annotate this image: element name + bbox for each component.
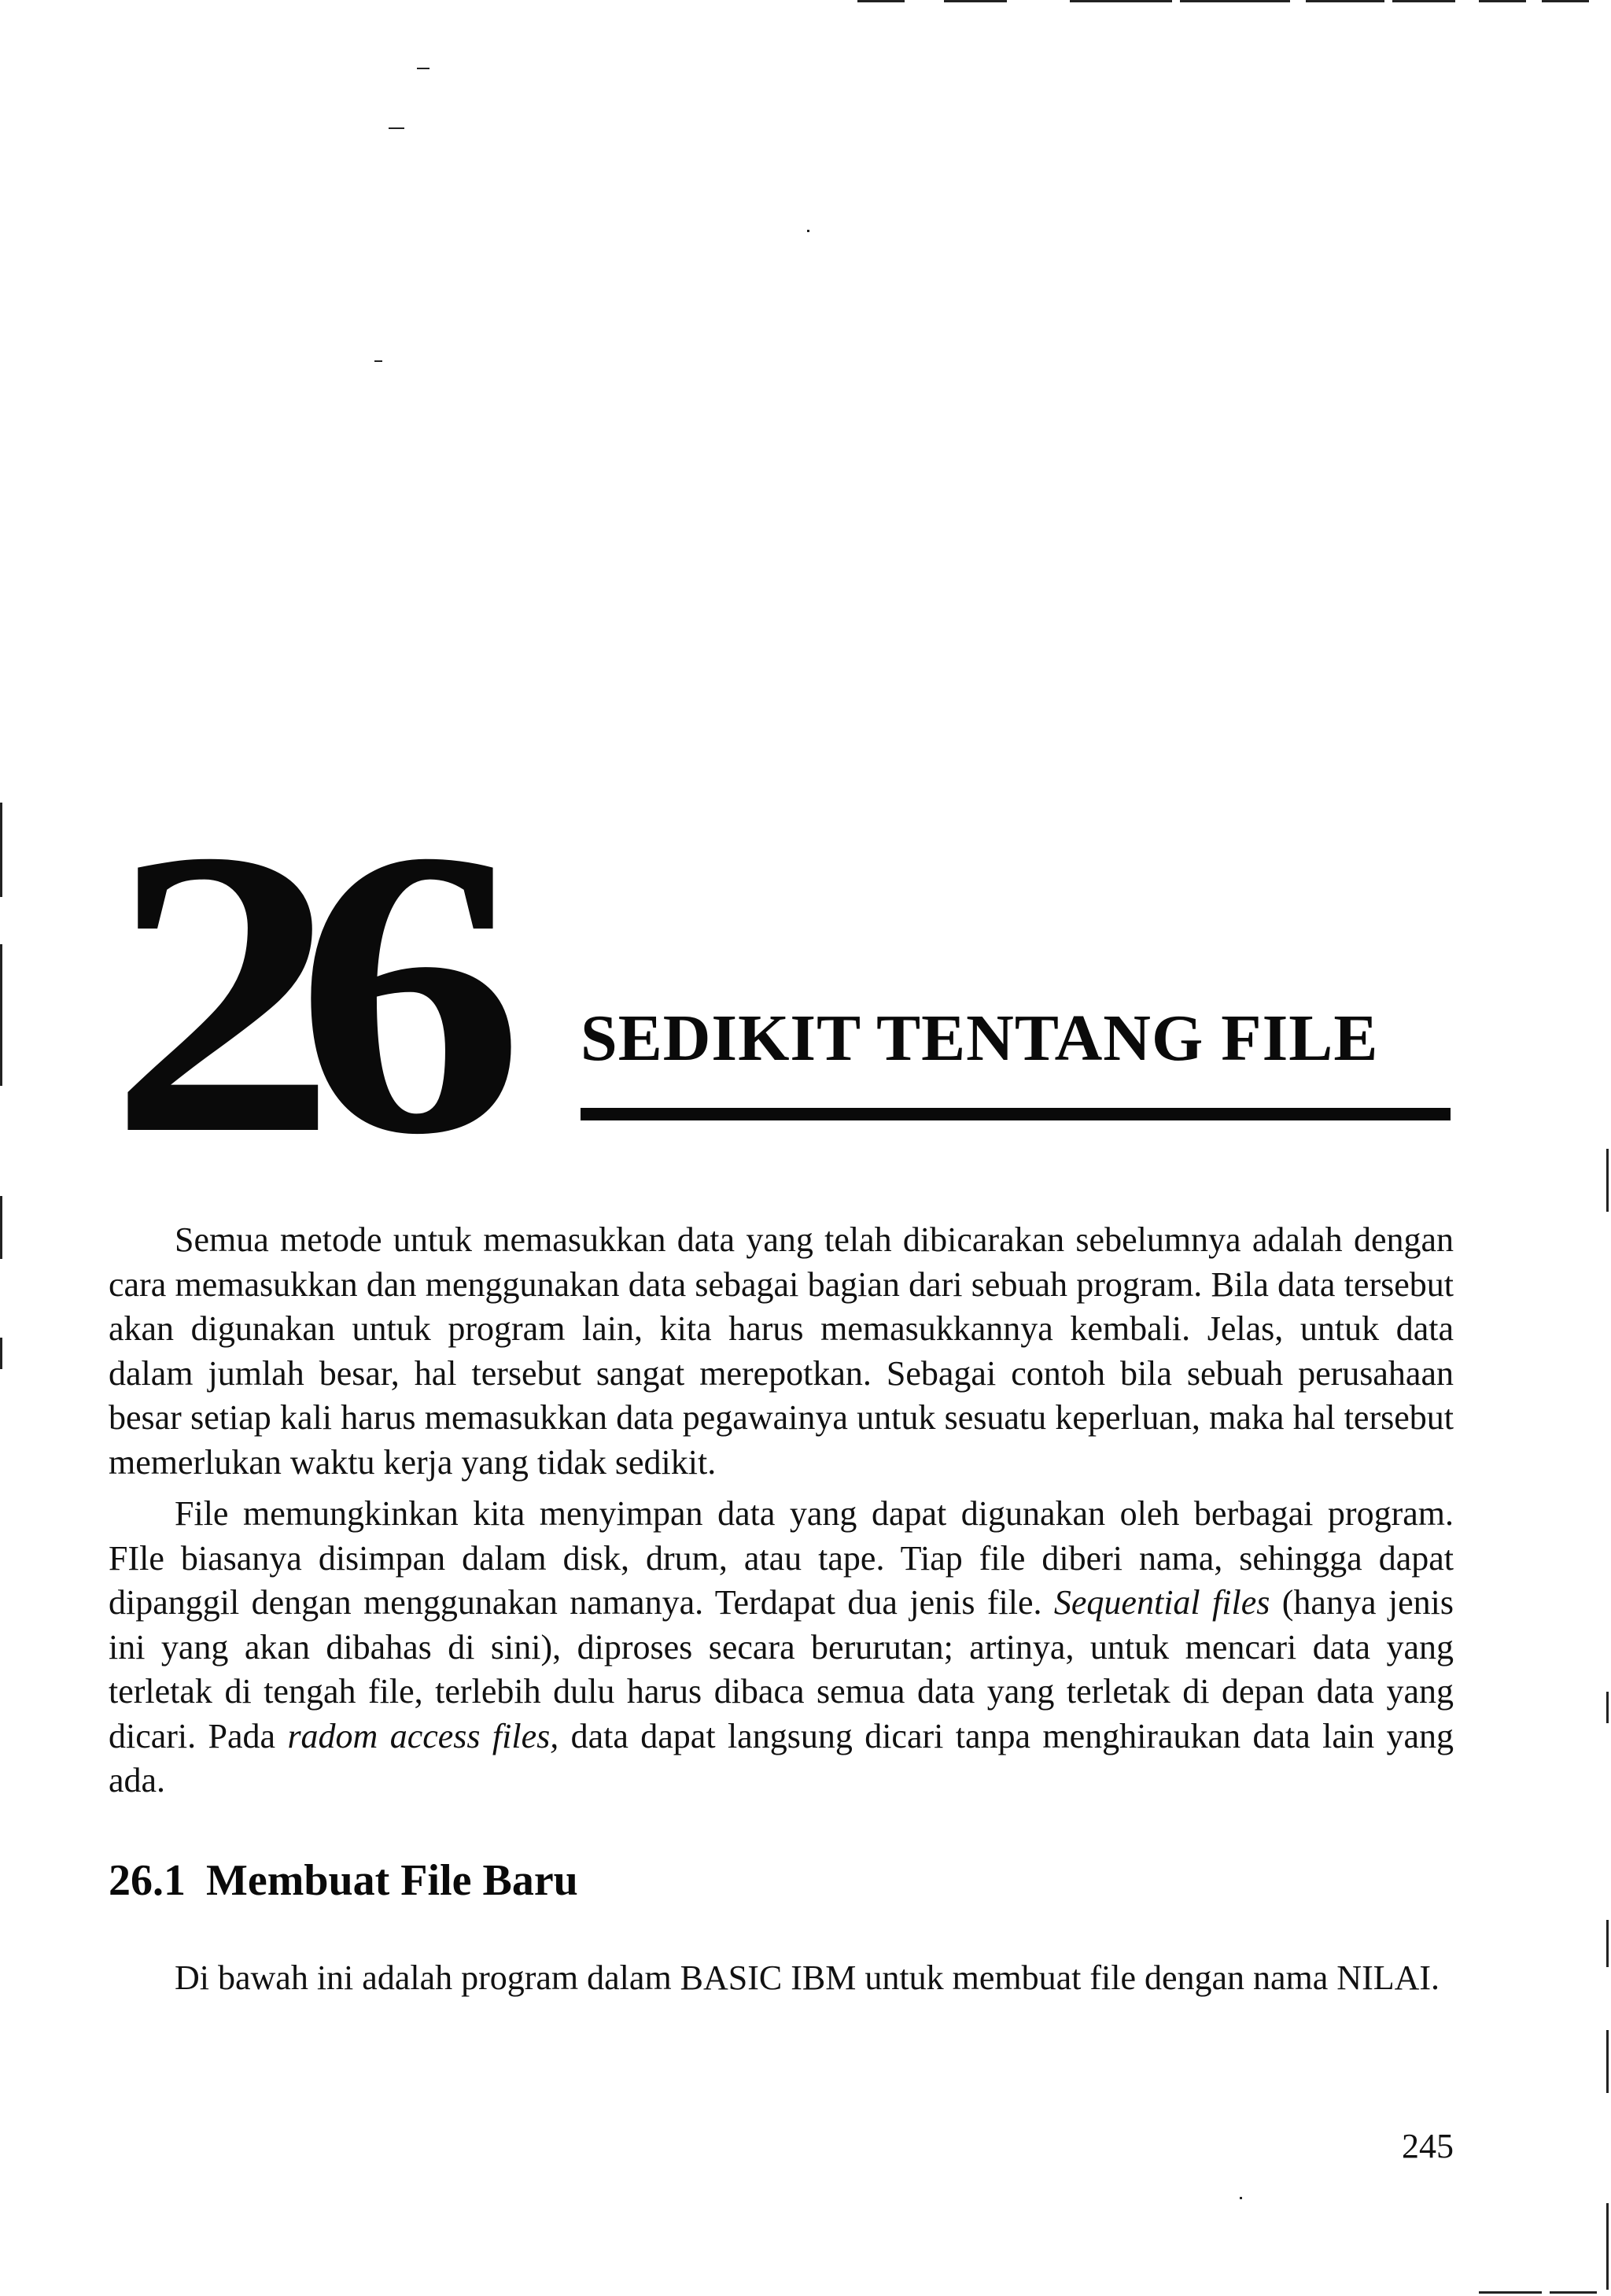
sequential-files-term: Sequential files <box>1053 1583 1270 1622</box>
scan-artifact <box>0 944 2 1086</box>
scan-artifact <box>1479 0 1526 2</box>
chapter-number: 26 <box>109 766 482 1219</box>
title-underline <box>581 1108 1451 1120</box>
scan-artifact <box>1070 0 1172 2</box>
scan-artifact <box>807 230 809 232</box>
section-heading <box>109 1856 578 1905</box>
paragraph-2 <box>109 1492 1454 1803</box>
scan-artifact <box>0 1196 2 1259</box>
section-number: 26.1 <box>109 1856 186 1905</box>
scan-artifact <box>374 360 382 362</box>
scan-artifact <box>857 0 905 2</box>
scan-artifact <box>0 1338 2 1369</box>
scan-artifact <box>1479 2291 1542 2294</box>
random-access-files-term: radom access files, <box>287 1716 559 1755</box>
scan-artifact <box>1606 1920 1609 1967</box>
paragraph-2-text <box>109 1492 1454 1803</box>
paragraph-2-part1: File memungkinkan kita menyimpan data yang dapat digunakan oleh berbagai program. FIle biasanya disimpan dalam disk, drum, atau tape. Tiap file diberi nama, sehingga dapat dipanggil dengan menggunakan namanya. Terdapat dua jenis file. <box>109 1494 1454 1622</box>
scan-artifact <box>944 0 1007 2</box>
scan-artifact <box>1606 1149 1609 1212</box>
paragraph-1-text: Semua metode untuk memasukkan data yang telah dibicarakan sebelumnya adalah dengan cara memasukkan dan menggunakan data sebagai bagian dari sebuah program. Bila data tersebut akan digunakan untuk program lain, kita harus memasukkannya kembali. Jelas, untuk data dalam jumlah besar, hal tersebut sangat merepotkan. Sebagai contoh bila sebuah perusahaan besar setiap kali harus memasukkan data pegawainya untuk sesuatu keperluan, maka hal tersebut memerlukan waktu kerja yang tidak sedikit. <box>109 1220 1454 1482</box>
scan-artifact <box>389 127 404 129</box>
paragraph-3 <box>109 1956 1454 2001</box>
scan-artifact <box>1240 2197 1242 2199</box>
scan-artifact <box>1606 2203 1609 2290</box>
paragraph-1 <box>109 1218 1454 1485</box>
page-number: 245 <box>1402 2127 1454 2165</box>
scan-artifact <box>417 68 429 69</box>
scan-artifact <box>1180 0 1290 2</box>
section-title: Membuat File Baru <box>206 1856 578 1905</box>
scan-artifact <box>1542 0 1589 2</box>
scan-artifact <box>0 803 2 897</box>
scan-artifact <box>1392 0 1455 2</box>
paragraph-2-part2: (hanya jenis ini yang akan dibahas di sini), diproses secara berurutan; artinya, untuk mencari data yang terletak di tengah file, terlebih dulu harus dibaca semua data yang terletak di depan data yang dicari. Pada <box>109 1583 1454 1755</box>
scan-artifact <box>1606 2030 1609 2093</box>
scan-artifact <box>1306 0 1384 2</box>
chapter-title: SEDIKIT TENTANG FILE <box>581 1002 1379 1075</box>
paragraph-2-part3: data dapat langsung dicari tanpa menghiraukan data lain yang ada. <box>109 1716 1454 1800</box>
scan-artifact <box>1606 1692 1609 1723</box>
scan-artifact <box>1550 2291 1597 2294</box>
paragraph-3-text: Di bawah ini adalah program dalam BASIC IBM untuk membuat file dengan nama NILAI. <box>175 1958 1440 1997</box>
